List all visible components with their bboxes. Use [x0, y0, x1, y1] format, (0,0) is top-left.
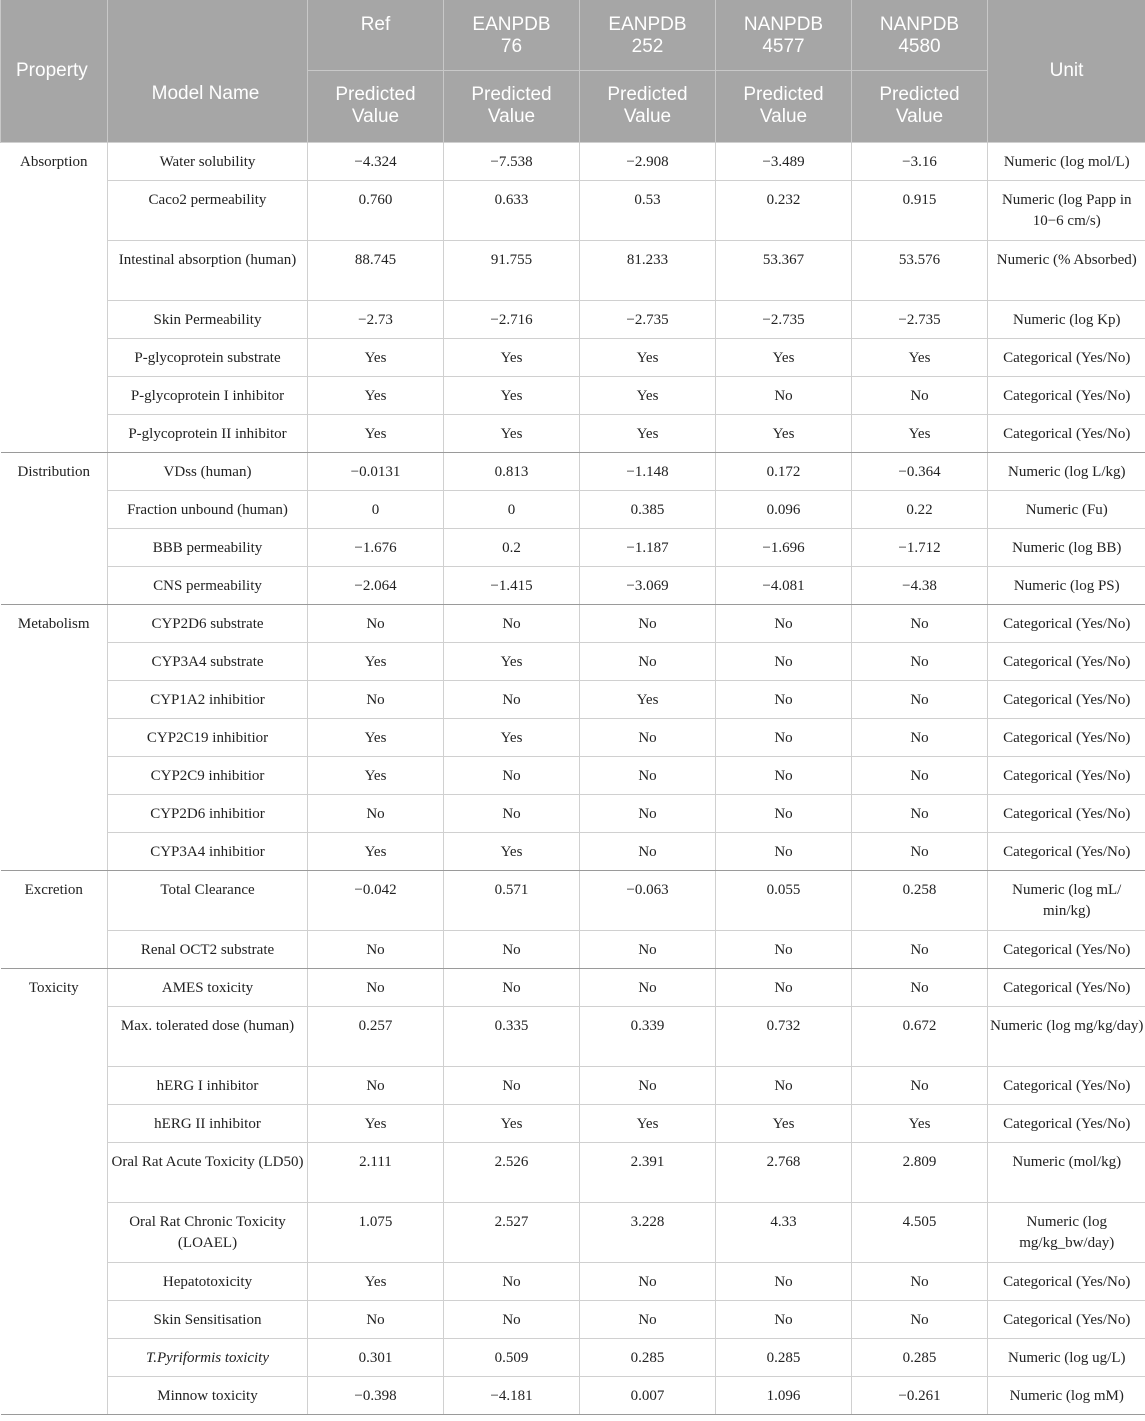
model-name-cell: CYP2C19 inhibitior — [108, 718, 308, 756]
unit-cell: Categorical (Yes/No) — [988, 414, 1145, 452]
header-predicted-value: Predicted Value — [444, 70, 580, 142]
model-name-cell: Caco2 permeability — [108, 180, 308, 240]
unit-cell: Categorical (Yes/No) — [988, 338, 1145, 376]
predicted-value-cell: 2.809 — [852, 1142, 988, 1202]
predicted-value-cell: No — [852, 604, 988, 642]
predicted-value-cell: No — [444, 756, 580, 794]
unit-cell: Categorical (Yes/No) — [988, 376, 1145, 414]
table-row — [1, 300, 1145, 338]
predicted-value-cell: No — [852, 832, 988, 870]
predicted-value-cell: No — [580, 832, 716, 870]
predicted-value-cell: No — [852, 794, 988, 832]
predicted-value-cell: −7.538 — [444, 142, 580, 180]
predicted-value-cell: 1.096 — [716, 1376, 852, 1414]
unit-cell: Numeric (log Kp) — [988, 300, 1145, 338]
table-row — [1, 1376, 1145, 1414]
predicted-value-cell: No — [716, 968, 852, 1006]
model-name-cell: P-glycoprotein substrate — [108, 338, 308, 376]
model-name-cell: Renal OCT2 substrate — [108, 930, 308, 968]
unit-cell: Numeric (log mol/L) — [988, 142, 1145, 180]
predicted-value-cell: No — [852, 642, 988, 680]
predicted-value-cell: Yes — [444, 338, 580, 376]
table-row — [1, 756, 1145, 794]
table-row — [1, 642, 1145, 680]
predicted-value-cell: −4.081 — [716, 566, 852, 604]
predicted-value-cell: 0.335 — [444, 1006, 580, 1066]
header-model-name: Model Name — [108, 70, 308, 142]
predicted-value-cell: Yes — [580, 1104, 716, 1142]
predicted-value-cell: 0.672 — [852, 1006, 988, 1066]
unit-cell: Categorical (Yes/No) — [988, 1262, 1145, 1300]
table-row — [1, 566, 1145, 604]
unit-cell: Numeric (log mL/ min/kg) — [988, 870, 1145, 930]
predicted-value-cell: Yes — [308, 1104, 444, 1142]
predicted-value-cell: −2.735 — [852, 300, 988, 338]
predicted-value-cell: Yes — [852, 1104, 988, 1142]
unit-cell: Categorical (Yes/No) — [988, 968, 1145, 1006]
predicted-value-cell: −2.716 — [444, 300, 580, 338]
table-row — [1, 180, 1145, 240]
predicted-value-cell: −1.415 — [444, 566, 580, 604]
header-unit: Unit — [988, 0, 1145, 142]
predicted-value-cell: No — [852, 376, 988, 414]
predicted-value-cell: No — [580, 794, 716, 832]
predicted-value-cell: Yes — [444, 414, 580, 452]
header-property: Property — [1, 0, 108, 142]
predicted-value-cell: No — [308, 794, 444, 832]
model-name-cell: CNS permeability — [108, 566, 308, 604]
predicted-value-cell: 0.172 — [716, 452, 852, 490]
predicted-value-cell: 0.257 — [308, 1006, 444, 1066]
header-model-name-top — [108, 0, 308, 70]
predicted-value-cell: 0.055 — [716, 870, 852, 930]
predicted-value-cell: Yes — [580, 376, 716, 414]
model-name-cell: Skin Permeability — [108, 300, 308, 338]
predicted-value-cell: 0.760 — [308, 180, 444, 240]
table-row — [1, 604, 1145, 642]
property-category: Metabolism — [1, 604, 108, 870]
predicted-value-cell: No — [308, 1300, 444, 1338]
predicted-value-cell: 91.755 — [444, 240, 580, 300]
predicted-value-cell: 0.301 — [308, 1338, 444, 1376]
predicted-value-cell: 2.526 — [444, 1142, 580, 1202]
predicted-value-cell: No — [444, 604, 580, 642]
table-row — [1, 452, 1145, 490]
table-row — [1, 1338, 1145, 1376]
predicted-value-cell: −3.069 — [580, 566, 716, 604]
predicted-value-cell: No — [580, 1066, 716, 1104]
predicted-value-cell: Yes — [580, 338, 716, 376]
header-compound-eanpdb76: EANPDB 76 — [444, 0, 580, 70]
table-row — [1, 1006, 1145, 1066]
predicted-value-cell: 81.233 — [580, 240, 716, 300]
predicted-value-cell: 53.576 — [852, 240, 988, 300]
predicted-value-cell: 4.33 — [716, 1202, 852, 1262]
table-row — [1, 968, 1145, 1006]
table-row — [1, 142, 1145, 180]
predicted-value-cell: Yes — [308, 832, 444, 870]
predicted-value-cell: No — [444, 1300, 580, 1338]
predicted-value-cell: −4.324 — [308, 142, 444, 180]
table-body — [1, 142, 1145, 1414]
predicted-value-cell: −1.696 — [716, 528, 852, 566]
predicted-value-cell: Yes — [444, 832, 580, 870]
model-name-cell: CYP2D6 inhibitior — [108, 794, 308, 832]
predicted-value-cell: No — [580, 642, 716, 680]
predicted-value-cell: 0.285 — [580, 1338, 716, 1376]
predicted-value-cell: −2.735 — [716, 300, 852, 338]
predicted-value-cell: 2.527 — [444, 1202, 580, 1262]
table-row — [1, 528, 1145, 566]
unit-cell: Numeric (log L/kg) — [988, 452, 1145, 490]
predicted-value-cell: 0.813 — [444, 452, 580, 490]
predicted-value-cell: 0.285 — [716, 1338, 852, 1376]
predicted-value-cell: Yes — [308, 642, 444, 680]
predicted-value-cell: Yes — [444, 376, 580, 414]
model-name-cell: Water solubility — [108, 142, 308, 180]
predicted-value-cell: No — [852, 718, 988, 756]
unit-cell: Numeric (log ug/L) — [988, 1338, 1145, 1376]
predicted-value-cell: No — [716, 642, 852, 680]
predicted-value-cell: Yes — [852, 414, 988, 452]
table-row — [1, 680, 1145, 718]
header-compound-ref: Ref — [308, 0, 444, 70]
predicted-value-cell: No — [852, 1262, 988, 1300]
predicted-value-cell: Yes — [716, 1104, 852, 1142]
predicted-value-cell: No — [852, 968, 988, 1006]
table-row — [1, 1066, 1145, 1104]
model-name-cell: hERG II inhibitor — [108, 1104, 308, 1142]
unit-cell: Numeric (log mM) — [988, 1376, 1145, 1414]
table-row — [1, 1262, 1145, 1300]
unit-cell: Categorical (Yes/No) — [988, 642, 1145, 680]
table-row — [1, 338, 1145, 376]
predicted-value-cell: 0.339 — [580, 1006, 716, 1066]
predicted-value-cell: −0.398 — [308, 1376, 444, 1414]
property-category: Toxicity — [1, 968, 108, 1414]
predicted-value-cell: No — [580, 1262, 716, 1300]
unit-cell: Categorical (Yes/No) — [988, 1300, 1145, 1338]
predicted-value-cell: No — [580, 968, 716, 1006]
predicted-value-cell: No — [580, 930, 716, 968]
header-predicted-value: Predicted Value — [716, 70, 852, 142]
predicted-value-cell: No — [716, 832, 852, 870]
predicted-value-cell: No — [444, 680, 580, 718]
predicted-value-cell: No — [716, 680, 852, 718]
unit-cell: Numeric (% Absorbed) — [988, 240, 1145, 300]
predicted-value-cell: No — [716, 756, 852, 794]
predicted-value-cell: No — [580, 604, 716, 642]
predicted-value-cell: Yes — [308, 414, 444, 452]
table-row — [1, 1142, 1145, 1202]
table-row — [1, 870, 1145, 930]
predicted-value-cell: −4.38 — [852, 566, 988, 604]
predicted-value-cell: 4.505 — [852, 1202, 988, 1262]
predicted-value-cell: −3.16 — [852, 142, 988, 180]
unit-cell: Categorical (Yes/No) — [988, 1104, 1145, 1142]
predicted-value-cell: No — [716, 604, 852, 642]
predicted-value-cell: −0.0131 — [308, 452, 444, 490]
predicted-value-cell: Yes — [308, 718, 444, 756]
predicted-value-cell: 0.285 — [852, 1338, 988, 1376]
predicted-value-cell: Yes — [580, 414, 716, 452]
predicted-value-cell: No — [716, 930, 852, 968]
unit-cell: Numeric (log PS) — [988, 566, 1145, 604]
predicted-value-cell: No — [580, 718, 716, 756]
table-row — [1, 414, 1145, 452]
table-row — [1, 490, 1145, 528]
model-name-cell: BBB permeability — [108, 528, 308, 566]
predicted-value-cell: 0.22 — [852, 490, 988, 528]
predicted-value-cell: −2.908 — [580, 142, 716, 180]
unit-cell: Categorical (Yes/No) — [988, 1066, 1145, 1104]
predicted-value-cell: Yes — [444, 642, 580, 680]
predicted-value-cell: No — [852, 756, 988, 794]
predicted-value-cell: No — [444, 794, 580, 832]
predicted-value-cell: −1.187 — [580, 528, 716, 566]
predicted-value-cell: Yes — [716, 414, 852, 452]
predicted-value-cell: 0.258 — [852, 870, 988, 930]
predicted-value-cell: −1.712 — [852, 528, 988, 566]
predicted-value-cell: −2.73 — [308, 300, 444, 338]
table-row — [1, 1202, 1145, 1262]
table-row — [1, 1104, 1145, 1142]
predicted-value-cell: No — [716, 794, 852, 832]
predicted-value-cell: 1.075 — [308, 1202, 444, 1262]
header-predicted-value: Predicted Value — [580, 70, 716, 142]
table-row — [1, 832, 1145, 870]
predicted-value-cell: −4.181 — [444, 1376, 580, 1414]
model-name-cell: CYP1A2 inhibitior — [108, 680, 308, 718]
model-name-cell: CYP3A4 inhibitior — [108, 832, 308, 870]
unit-cell: Categorical (Yes/No) — [988, 718, 1145, 756]
predicted-value-cell: No — [308, 930, 444, 968]
predicted-value-cell: No — [852, 680, 988, 718]
predicted-value-cell: No — [444, 930, 580, 968]
predicted-value-cell: No — [852, 1066, 988, 1104]
table-row — [1, 718, 1145, 756]
predicted-value-cell: −0.063 — [580, 870, 716, 930]
predicted-value-cell: No — [716, 1066, 852, 1104]
property-category: Distribution — [1, 452, 108, 604]
predicted-value-cell: 53.367 — [716, 240, 852, 300]
predicted-value-cell: No — [308, 604, 444, 642]
predicted-value-cell: 0.53 — [580, 180, 716, 240]
predicted-value-cell: No — [308, 968, 444, 1006]
header-compound-nanpdb4577: NANPDB 4577 — [716, 0, 852, 70]
predicted-value-cell: −2.064 — [308, 566, 444, 604]
model-name-cell: Skin Sensitisation — [108, 1300, 308, 1338]
model-name-cell: CYP2D6 substrate — [108, 604, 308, 642]
table-row — [1, 1300, 1145, 1338]
table-row — [1, 376, 1145, 414]
header-compound-nanpdb4580: NANPDB 4580 — [852, 0, 988, 70]
predicted-value-cell: 0.2 — [444, 528, 580, 566]
predicted-value-cell: No — [444, 1262, 580, 1300]
model-name-cell: P-glycoprotein II inhibitor — [108, 414, 308, 452]
predicted-value-cell: Yes — [716, 338, 852, 376]
predicted-value-cell: No — [308, 680, 444, 718]
predicted-value-cell: Yes — [308, 1262, 444, 1300]
predicted-value-cell: 0 — [444, 490, 580, 528]
model-name-cell: Max. tolerated dose (human) — [108, 1006, 308, 1066]
model-name-cell: Total Clearance — [108, 870, 308, 930]
predicted-value-cell: −3.489 — [716, 142, 852, 180]
unit-cell: Numeric (log Papp in 10−6 cm/s) — [988, 180, 1145, 240]
unit-cell: Numeric (Fu) — [988, 490, 1145, 528]
predicted-value-cell: 0.633 — [444, 180, 580, 240]
predicted-value-cell: Yes — [580, 680, 716, 718]
unit-cell: Categorical (Yes/No) — [988, 756, 1145, 794]
predicted-value-cell: Yes — [852, 338, 988, 376]
predicted-value-cell: −1.148 — [580, 452, 716, 490]
predicted-value-cell: 0.509 — [444, 1338, 580, 1376]
predicted-value-cell: No — [716, 1262, 852, 1300]
model-name-cell: VDss (human) — [108, 452, 308, 490]
header-compound-eanpdb252: EANPDB 252 — [580, 0, 716, 70]
header-predicted-value: Predicted Value — [852, 70, 988, 142]
predicted-value-cell: Yes — [444, 718, 580, 756]
table-row — [1, 240, 1145, 300]
predicted-value-cell: −0.364 — [852, 452, 988, 490]
predicted-value-cell: No — [444, 968, 580, 1006]
model-name-cell: Oral Rat Chronic Toxicity (LOAEL) — [108, 1202, 308, 1262]
predicted-value-cell: 0 — [308, 490, 444, 528]
header-predicted-value: Predicted Value — [308, 70, 444, 142]
predicted-value-cell: 0.571 — [444, 870, 580, 930]
model-name-cell: CYP2C9 inhibitior — [108, 756, 308, 794]
predicted-value-cell: −2.735 — [580, 300, 716, 338]
unit-cell: Categorical (Yes/No) — [988, 832, 1145, 870]
predicted-value-cell: Yes — [308, 376, 444, 414]
table-row — [1, 794, 1145, 832]
model-name-cell: Hepatotoxicity — [108, 1262, 308, 1300]
predicted-value-cell: −0.042 — [308, 870, 444, 930]
unit-cell: Categorical (Yes/No) — [988, 604, 1145, 642]
model-name-cell: T.Pyriformis toxicity — [108, 1338, 308, 1376]
unit-cell: Categorical (Yes/No) — [988, 930, 1145, 968]
predicted-value-cell: 0.007 — [580, 1376, 716, 1414]
property-category: Absorption — [1, 142, 108, 452]
predicted-value-cell: 2.111 — [308, 1142, 444, 1202]
predicted-value-cell: No — [716, 376, 852, 414]
predicted-value-cell: No — [580, 1300, 716, 1338]
predicted-value-cell: 0.915 — [852, 180, 988, 240]
predicted-value-cell: 0.385 — [580, 490, 716, 528]
unit-cell: Numeric (mol/kg) — [988, 1142, 1145, 1202]
predicted-value-cell: 0.732 — [716, 1006, 852, 1066]
model-name-cell: Intestinal absorption (human) — [108, 240, 308, 300]
predicted-value-cell: No — [716, 718, 852, 756]
predicted-value-cell: 2.391 — [580, 1142, 716, 1202]
predicted-value-cell: Yes — [308, 338, 444, 376]
predicted-value-cell: No — [852, 1300, 988, 1338]
predicted-value-cell: No — [308, 1066, 444, 1104]
unit-cell: Numeric (log mg/kg_bw/day) — [988, 1202, 1145, 1262]
predicted-value-cell: No — [444, 1066, 580, 1104]
predicted-value-cell: −1.676 — [308, 528, 444, 566]
unit-cell: Categorical (Yes/No) — [988, 680, 1145, 718]
model-name-cell: hERG I inhibitor — [108, 1066, 308, 1104]
model-name-cell: Fraction unbound (human) — [108, 490, 308, 528]
property-category: Excretion — [1, 870, 108, 968]
predicted-value-cell: No — [852, 930, 988, 968]
unit-cell: Categorical (Yes/No) — [988, 794, 1145, 832]
model-name-cell: Oral Rat Acute Toxicity (LD50) — [108, 1142, 308, 1202]
model-name-cell: P-glycoprotein I inhibitor — [108, 376, 308, 414]
predicted-value-cell: No — [580, 756, 716, 794]
unit-cell: Numeric (log mg/kg/day) — [988, 1006, 1145, 1066]
predicted-value-cell: −0.261 — [852, 1376, 988, 1414]
model-name-cell: CYP3A4 substrate — [108, 642, 308, 680]
model-name-cell: Minnow toxicity — [108, 1376, 308, 1414]
predicted-value-cell: 2.768 — [716, 1142, 852, 1202]
predicted-value-cell: 3.228 — [580, 1202, 716, 1262]
unit-cell: Numeric (log BB) — [988, 528, 1145, 566]
predicted-value-cell: 0.232 — [716, 180, 852, 240]
predicted-value-cell: No — [716, 1300, 852, 1338]
predicted-value-cell: Yes — [308, 756, 444, 794]
predicted-value-cell: 88.745 — [308, 240, 444, 300]
model-name-cell: AMES toxicity — [108, 968, 308, 1006]
predicted-value-cell: 0.096 — [716, 490, 852, 528]
predicted-value-cell: Yes — [444, 1104, 580, 1142]
table-row — [1, 930, 1145, 968]
